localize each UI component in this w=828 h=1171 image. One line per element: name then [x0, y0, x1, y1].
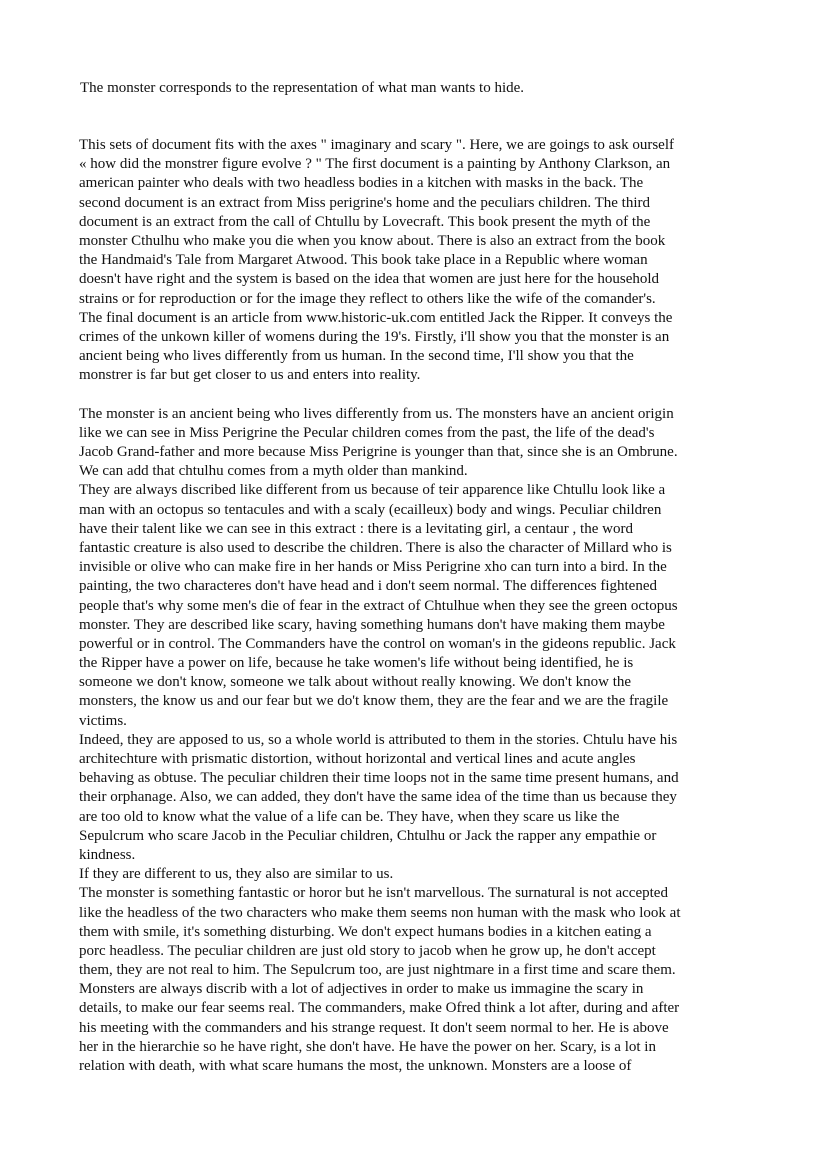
text-line: strains or for reproduction or for the image they reflect to others like the wife of the comander's. [79, 290, 656, 307]
text-line: her in the hierarchie so he have right, she don't have. He have the power on her. Scary, is a lot in [79, 1038, 656, 1055]
text-line: Indeed, they are apposed to us, so a whole world is attributed to them in the stories. Chtulu have his [79, 731, 678, 748]
text-line: document is an extract from the call of Chtullu by Lovecraft. This book present the myth of the [79, 213, 651, 230]
text-line: They are always discribed like different from us because of teir apparence like Chtullu look like a [79, 482, 666, 499]
text-line: man with an octopus so tentacules and with a scaly (ecailleux) body and wings. Peculiar children [79, 501, 662, 518]
text-line: « how did the monstrer figure evolve ? " The first document is a painting by Anthony Clarkson, an [79, 156, 671, 173]
text-line: monster Cthulhu who make you die when you know about. There is also an extract from the book [79, 232, 666, 249]
text-line: american painter who deals with two headless bodies in a kitchen with masks in the back. The [79, 175, 644, 192]
text-line: We can add that chtulhu comes from a myth older than mankind. [79, 463, 468, 480]
text-line: like we can see in Miss Perigrine the Pecular children comes from the past, the life of the dead's [79, 424, 655, 441]
text-line: relation with death, with what scare humans the most, the unknown. Monsters are a loose of [79, 1058, 632, 1074]
text-line: second document is an extract from Miss perigrine's home and the peculiars children. The third [79, 194, 651, 211]
text-line: invisible or olive who can make fire in her hands or Miss Perigrine xho can turn into a bird. In the [79, 559, 667, 576]
text-line: monsters, the know us and our fear but we do't know them, they are the fear and we are the fragile [79, 693, 669, 710]
paragraph-gap [79, 385, 761, 404]
text-line: The monster is something fantastic or horor but he isn't marvellous. The surnatural is not accepted [79, 885, 668, 902]
text-line: the Handmaid's Tale from Margaret Atwood. This book take place in a Republic where woman [79, 252, 648, 269]
text-line: people that's why some men's die of fear in the extract of Chtulhue when they see the green octopus [79, 597, 678, 614]
text-line: Monsters are always discrib with a lot of adjectives in order to make us immagine the scary in [79, 981, 644, 998]
text-line: The monster is an ancient being who lives differently from us. The monsters have an ancient origin [79, 405, 674, 422]
text-line: powerful or in control. The Commanders have the control on woman's in the gideons republic. Jack [79, 635, 676, 652]
text-line: monster. They are described like scary, having something humans don't have making them maybe [79, 616, 665, 633]
text-line: victims. [79, 712, 127, 729]
document-title: The monster corresponds to the representation of what man wants to hide. [80, 80, 525, 96]
text-line: ancient being who lives differently from us human. In the second time, I'll show you that the [79, 348, 634, 365]
text-line: them with smile, it's something disturbing. We don't expect humans bodies in a kitchen eating a [79, 923, 652, 940]
text-line: If they are different to us, they also are similar to us. [79, 866, 394, 883]
text-line: details, to make our fear seems real. The commanders, make Ofred think a lot after, during and after [79, 1000, 680, 1017]
text-line: have their talent like we can see in this extract : there is a levitating girl, a centaur , the word [79, 520, 633, 537]
text-line: kindness. [79, 846, 136, 863]
text-line: are too old to know what the value of a life can be. They have, when they scare us like the [79, 808, 620, 825]
document-body [79, 136, 761, 1076]
text-line: fantastic creature is also used to describe the children. There is also the character of Millard who is [79, 539, 672, 556]
text-line: monstrer is far but get closer to us and enters into reality. [79, 367, 421, 384]
text-line: architechture with prismatic distortion, without horizontal and vertical lines and acute angles [79, 751, 636, 767]
text-line: porc headless. The peculiar children are just old story to jacob when he grow up, he don't accept [79, 942, 656, 959]
text-line: Jacob Grand-father and more because Miss Perigrine is younger than that, since she is an Ombrune. [79, 444, 678, 460]
paragraph-introduction [79, 136, 761, 385]
text-line: his meeting with the commanders and his strange request. It don't seem normal to her. He is above [79, 1019, 669, 1036]
text-line: someone we don't know, someone we talk about without really knowing. We don't know the [79, 674, 632, 691]
text-line: crimes of the unkown killer of womens during the 19's. Firstly, i'll show you that the monster is an [79, 328, 670, 345]
paragraph-development [79, 405, 761, 1077]
text-line: doesn't have right and the system is based on the idea that women are just here for the household [79, 271, 660, 288]
text-line: behaving as obtuse. The peculiar children their time loops not in the same time present humans, and [79, 770, 679, 787]
text-line: This sets of document fits with the axes " imaginary and scary ". Here, we are goings to ask ourself [79, 137, 675, 153]
text-line: Sepulcrum who scare Jacob in the Peculiar children, Chtulhu or Jack the rapper any empathie or [79, 827, 657, 844]
text-line: their orphanage. Also, we can added, they don't have the same idea of the time than us because they [79, 789, 677, 806]
text-line: them, they are not real to him. The Sepulcrum too, are just nightmare in a first time and scare them. [79, 962, 676, 979]
text-line: the Ripper have a power on life, because he take women's life without being identified, he is [79, 655, 634, 672]
text-line: The final document is an article from www.historic-uk.com entitled Jack the Ripper. It conveys the [79, 309, 673, 326]
text-line: painting, the two characteres don't have head and i don't seem normal. The differences fightened [79, 578, 657, 595]
text-line: like the headless of the two characters who make them seems non human with the mask who look at [79, 904, 681, 921]
